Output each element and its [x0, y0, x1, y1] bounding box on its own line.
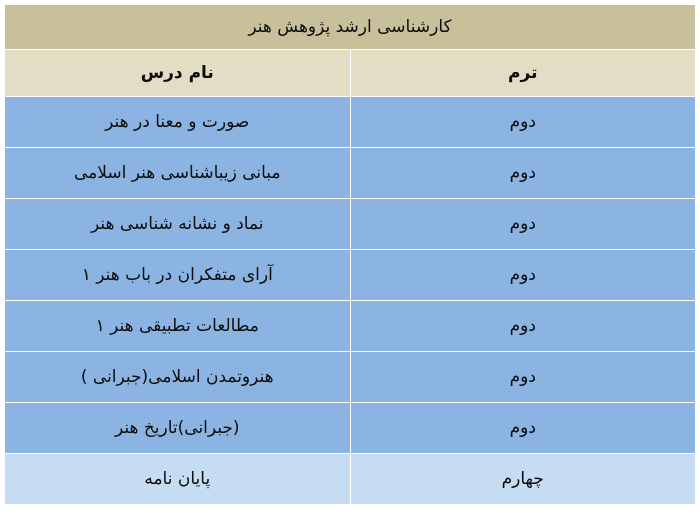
table-row [5, 454, 696, 505]
column-header-course-name: نام درس [5, 50, 351, 97]
cell-course-name: مبانی زیباشناسی هنر اسلامی [5, 148, 351, 199]
table-title-row [5, 5, 696, 50]
column-header-term: ترم [350, 50, 696, 97]
cell-course-name: نماد و نشانه شناسی هنر [5, 199, 351, 250]
cell-term: دوم [350, 301, 696, 352]
cell-term: دوم [350, 403, 696, 454]
cell-course-name: هنروتمدن اسلامی(جبرانی ) [5, 352, 351, 403]
course-table [4, 4, 696, 505]
table-row [5, 97, 696, 148]
table-row [5, 199, 696, 250]
cell-term: دوم [350, 352, 696, 403]
cell-term: چهارم [350, 454, 696, 505]
table-row [5, 352, 696, 403]
page-title: کارشناسی ارشد پژوهش هنر [5, 5, 696, 50]
cell-course-name: صورت و معنا در هنر [5, 97, 351, 148]
table-header-row [5, 50, 696, 97]
table-row [5, 301, 696, 352]
cell-term: دوم [350, 97, 696, 148]
table-row [5, 148, 696, 199]
cell-term: دوم [350, 148, 696, 199]
cell-course-name: (جبرانی)تاریخ هنر [5, 403, 351, 454]
cell-course-name: آرای متفکران در باب هنر ۱ [5, 250, 351, 301]
cell-term: دوم [350, 250, 696, 301]
cell-term: دوم [350, 199, 696, 250]
cell-course-name: پایان نامه [5, 454, 351, 505]
table-row [5, 250, 696, 301]
cell-course-name: مطالعات تطبیقی هنر ۱ [5, 301, 351, 352]
table-row [5, 403, 696, 454]
